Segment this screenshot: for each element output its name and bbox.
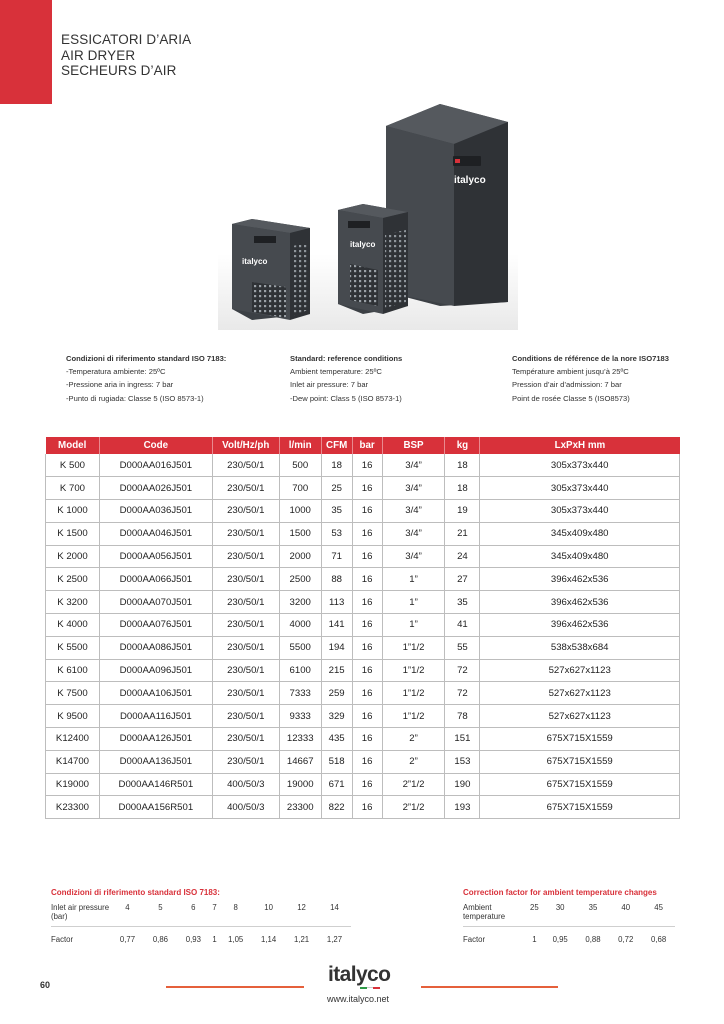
- factor-value: 0,88: [577, 926, 610, 946]
- table-cell: 3/4”: [382, 522, 445, 545]
- table-cell: 16: [352, 682, 382, 705]
- temperature-row: [463, 902, 675, 926]
- table-cell: 500: [279, 454, 321, 477]
- table-row: [46, 568, 680, 591]
- table-header-row: [46, 437, 680, 454]
- table-cell: K 7500: [46, 682, 100, 705]
- table-cell: 345x409x480: [480, 522, 680, 545]
- pressure-label: Inlet air pressure (bar): [51, 903, 110, 921]
- pressure-factor-table: [51, 902, 351, 946]
- factor-value: 1,21: [285, 926, 318, 946]
- table-cell: 35: [445, 591, 480, 614]
- column-header: LxPxH mm: [480, 437, 680, 454]
- table-cell: 1”: [382, 568, 445, 591]
- specs-table: [45, 437, 680, 819]
- table-cell: D000AA026J501: [99, 477, 212, 500]
- factor-value: 0,95: [544, 926, 577, 946]
- table-cell: 230/50/1: [212, 477, 279, 500]
- table-cell: 141: [321, 614, 352, 637]
- table-cell: 1”1/2: [382, 682, 445, 705]
- table-cell: 700: [279, 477, 321, 500]
- table-cell: K 4000: [46, 614, 100, 637]
- factor-value: 0,72: [609, 926, 642, 946]
- factor-label: Factor: [463, 926, 525, 946]
- table-cell: 153: [445, 750, 480, 773]
- page-title: [61, 32, 191, 79]
- column-header: Code: [99, 437, 212, 454]
- conditions-heading: Standard: reference conditions: [290, 354, 403, 363]
- pressure-value: 4: [125, 903, 130, 912]
- table-cell: 2”: [382, 728, 445, 751]
- table-cell: 12333: [279, 728, 321, 751]
- table-cell: 396x462x536: [480, 591, 680, 614]
- conditions-line: Inlet air pressure: 7 bar: [290, 380, 369, 390]
- table-cell: 230/50/1: [212, 705, 279, 728]
- logo-flag-stripe: [360, 987, 380, 989]
- table-cell: 3/4”: [382, 500, 445, 523]
- italyco-logo: [328, 964, 398, 992]
- table-cell: 345x409x480: [480, 545, 680, 568]
- table-row: [46, 545, 680, 568]
- factor-value: 1,27: [318, 926, 351, 946]
- column-header: l/min: [279, 437, 321, 454]
- table-cell: 329: [321, 705, 352, 728]
- table-cell: D000AA096J501: [99, 659, 212, 682]
- table-cell: 16: [352, 796, 382, 819]
- table-cell: K19000: [46, 773, 100, 796]
- temperature-value: 45: [654, 903, 663, 912]
- table-cell: D000AA136J501: [99, 750, 212, 773]
- conditions-line: -Dew point: Class 5 (ISO 8573-1): [290, 393, 402, 403]
- pressure-value: 14: [330, 903, 339, 912]
- table-cell: 1500: [279, 522, 321, 545]
- table-cell: 16: [352, 705, 382, 728]
- column-header: BSP: [382, 437, 445, 454]
- table-cell: 1”1/2: [382, 636, 445, 659]
- factor-label: Factor: [51, 926, 111, 946]
- temperature-label: Ambient temperature: [463, 903, 506, 921]
- table-cell: 18: [445, 477, 480, 500]
- table-cell: K 2000: [46, 545, 100, 568]
- logo-wordmark: italyco: [328, 963, 391, 986]
- table-cell: 16: [352, 750, 382, 773]
- table-cell: K23300: [46, 796, 100, 819]
- column-header: Volt/Hz/ph: [212, 437, 279, 454]
- table-cell: K 2500: [46, 568, 100, 591]
- table-cell: 400/50/3: [212, 773, 279, 796]
- table-cell: 1”: [382, 614, 445, 637]
- table-cell: D000AA046J501: [99, 522, 212, 545]
- table-row: [46, 773, 680, 796]
- table-cell: 53: [321, 522, 352, 545]
- table-cell: 14667: [279, 750, 321, 773]
- title-line-french: SECHEURS D’AIR: [61, 63, 177, 78]
- table-cell: 16: [352, 500, 382, 523]
- table-cell: 72: [445, 659, 480, 682]
- table-cell: 230/50/1: [212, 636, 279, 659]
- conditions-heading: Conditions de référence de la nore ISO7183: [512, 354, 669, 363]
- small-dryer-cabinet: [232, 219, 310, 320]
- table-cell: 19000: [279, 773, 321, 796]
- table-cell: 4000: [279, 614, 321, 637]
- table-cell: D000AA156R501: [99, 796, 212, 819]
- table-cell: 671: [321, 773, 352, 796]
- table-cell: 151: [445, 728, 480, 751]
- table-cell: 215: [321, 659, 352, 682]
- table-cell: 305x373x440: [480, 477, 680, 500]
- table-cell: 3/4”: [382, 477, 445, 500]
- table-cell: 396x462x536: [480, 614, 680, 637]
- table-cell: 305x373x440: [480, 454, 680, 477]
- table-cell: K 6100: [46, 659, 100, 682]
- footer-line-right: [421, 986, 558, 988]
- table-cell: 2”: [382, 750, 445, 773]
- table-cell: 18: [445, 454, 480, 477]
- table-cell: 23300: [279, 796, 321, 819]
- table-cell: 1”: [382, 591, 445, 614]
- factor-value: 0,77: [111, 926, 144, 946]
- table-cell: 230/50/1: [212, 500, 279, 523]
- pressure-factor-row: [51, 926, 351, 946]
- temperature-value: 40: [621, 903, 631, 912]
- temperature-factor-table: [463, 902, 675, 946]
- table-cell: 518: [321, 750, 352, 773]
- table-cell: D000AA116J501: [99, 705, 212, 728]
- table-cell: D000AA076J501: [99, 614, 212, 637]
- svg-text:italyco: italyco: [242, 257, 268, 266]
- factor-value: 1,14: [252, 926, 285, 946]
- table-cell: 16: [352, 773, 382, 796]
- table-row: [46, 454, 680, 477]
- table-cell: 822: [321, 796, 352, 819]
- temperature-value: 35: [588, 903, 598, 912]
- conditions-line: Température ambient jusqu’à 25ºC: [512, 367, 629, 377]
- table-cell: 2”1/2: [382, 796, 445, 819]
- table-row: [46, 750, 680, 773]
- table-cell: 675X715X1559: [480, 728, 680, 751]
- table-row: [46, 728, 680, 751]
- table-cell: 230/50/1: [212, 568, 279, 591]
- conditions-line: -Punto di rugiada: Classe 5 (ISO 8573-1): [66, 393, 204, 403]
- table-cell: 1000: [279, 500, 321, 523]
- table-cell: K 1500: [46, 522, 100, 545]
- conditions-line: Ambient temperature: 25ºC: [290, 367, 382, 377]
- table-cell: K 9500: [46, 705, 100, 728]
- factor-value: 1: [525, 926, 544, 946]
- table-cell: 305x373x440: [480, 500, 680, 523]
- table-cell: 435: [321, 728, 352, 751]
- factor-value: 0,86: [144, 926, 177, 946]
- medium-dryer-cabinet: [338, 204, 408, 314]
- table-cell: K 3200: [46, 591, 100, 614]
- table-cell: 2”1/2: [382, 773, 445, 796]
- table-row: [46, 477, 680, 500]
- table-cell: 3200: [279, 591, 321, 614]
- table-cell: 16: [352, 568, 382, 591]
- pressure-value: 8: [233, 903, 238, 912]
- conditions-line: -Temperatura ambiente: 25ºC: [66, 367, 166, 377]
- conditions-line: Pression d’air d’admission: 7 bar: [512, 380, 622, 390]
- footer-line-left: [166, 986, 304, 988]
- table-cell: 16: [352, 659, 382, 682]
- table-cell: 527x627x1123: [480, 659, 680, 682]
- table-cell: D000AA056J501: [99, 545, 212, 568]
- table-cell: 16: [352, 614, 382, 637]
- table-cell: 230/50/1: [212, 545, 279, 568]
- table-cell: 527x627x1123: [480, 682, 680, 705]
- column-header: kg: [445, 437, 480, 454]
- factor-value: 0,93: [177, 926, 210, 946]
- table-row: [46, 591, 680, 614]
- table-cell: 16: [352, 522, 382, 545]
- table-cell: 230/50/1: [212, 750, 279, 773]
- table-row: [46, 796, 680, 819]
- table-cell: 41: [445, 614, 480, 637]
- pressure-value: 10: [264, 903, 273, 912]
- table-cell: 230/50/1: [212, 682, 279, 705]
- title-line-italian: ESSICATORI D’ARIA: [61, 32, 192, 47]
- table-row: [46, 705, 680, 728]
- table-cell: 230/50/1: [212, 728, 279, 751]
- table-cell: K 5500: [46, 636, 100, 659]
- table-cell: 675X715X1559: [480, 773, 680, 796]
- table-cell: 1”1/2: [382, 705, 445, 728]
- table-cell: 16: [352, 591, 382, 614]
- pressure-row: [51, 902, 351, 926]
- pressure-factor-title: Condizioni di riferimento standard ISO 7183:: [51, 888, 220, 897]
- table-cell: 396x462x536: [480, 568, 680, 591]
- table-cell: 18: [321, 454, 352, 477]
- table-cell: D000AA106J501: [99, 682, 212, 705]
- table-cell: 6100: [279, 659, 321, 682]
- table-cell: 25: [321, 477, 352, 500]
- table-cell: 16: [352, 545, 382, 568]
- table-cell: 19: [445, 500, 480, 523]
- page-number: 60: [40, 980, 51, 990]
- table-cell: 400/50/3: [212, 796, 279, 819]
- table-cell: 16: [352, 477, 382, 500]
- table-cell: D000AA126J501: [99, 728, 212, 751]
- table-cell: K14700: [46, 750, 100, 773]
- table-row: [46, 500, 680, 523]
- title-line-english: AIR DRYER: [61, 47, 136, 63]
- temperature-value: 30: [555, 903, 565, 912]
- table-cell: D000AA070J501: [99, 591, 212, 614]
- table-cell: 21: [445, 522, 480, 545]
- table-cell: 193: [445, 796, 480, 819]
- table-cell: 2000: [279, 545, 321, 568]
- table-row: [46, 659, 680, 682]
- factor-value: 1: [210, 926, 219, 946]
- pressure-value: 6: [191, 903, 196, 912]
- product-photo-air-dryers: [218, 104, 518, 330]
- table-cell: 16: [352, 454, 382, 477]
- table-cell: D000AA066J501: [99, 568, 212, 591]
- table-cell: 24: [445, 545, 480, 568]
- table-cell: 9333: [279, 705, 321, 728]
- table-cell: 1”1/2: [382, 659, 445, 682]
- temperature-value: 25: [530, 903, 539, 912]
- temperature-factor-row: [463, 926, 675, 946]
- table-cell: 72: [445, 682, 480, 705]
- website-link[interactable]: www.italyco.net: [327, 994, 390, 1004]
- factor-value: 0,68: [642, 926, 675, 946]
- pressure-value: 12: [297, 903, 306, 912]
- table-row: [46, 636, 680, 659]
- table-cell: K 500: [46, 454, 100, 477]
- table-cell: 527x627x1123: [480, 705, 680, 728]
- table-cell: 35: [321, 500, 352, 523]
- table-cell: 7333: [279, 682, 321, 705]
- svg-text:italyco: italyco: [350, 240, 376, 249]
- table-cell: 88: [321, 568, 352, 591]
- conditions-line: -Pressione aria in ingress: 7 bar: [66, 380, 174, 390]
- table-cell: 27: [445, 568, 480, 591]
- table-cell: 675X715X1559: [480, 750, 680, 773]
- table-cell: 230/50/1: [212, 614, 279, 637]
- conditions-heading: Condizioni di riferimento standard ISO 7183:: [66, 354, 227, 363]
- table-cell: 190: [445, 773, 480, 796]
- conditions-line: Point de rosée Classe 5 (ISO8573): [512, 393, 630, 403]
- pressure-value: 7: [212, 903, 217, 912]
- table-row: [46, 682, 680, 705]
- table-cell: D000AA086J501: [99, 636, 212, 659]
- table-cell: 55: [445, 636, 480, 659]
- table-cell: 230/50/1: [212, 659, 279, 682]
- table-cell: 675X715X1559: [480, 796, 680, 819]
- temperature-factor-title: Correction factor for ambient temperature changes: [463, 888, 657, 897]
- column-header: Model: [46, 437, 100, 454]
- table-cell: 230/50/1: [212, 454, 279, 477]
- table-cell: K 700: [46, 477, 100, 500]
- column-header: bar: [352, 437, 382, 454]
- conditions-english: [290, 352, 490, 405]
- conditions-italian: [66, 352, 266, 405]
- table-cell: 16: [352, 728, 382, 751]
- table-row: [46, 614, 680, 637]
- table-cell: 16: [352, 636, 382, 659]
- table-cell: 78: [445, 705, 480, 728]
- column-header: CFM: [321, 437, 352, 454]
- conditions-french: [512, 352, 712, 405]
- pressure-value: 5: [158, 903, 163, 912]
- table-row: [46, 522, 680, 545]
- table-cell: D000AA146R501: [99, 773, 212, 796]
- svg-text:italyco: italyco: [454, 175, 486, 186]
- table-cell: 2500: [279, 568, 321, 591]
- table-cell: D000AA036J501: [99, 500, 212, 523]
- table-cell: 230/50/1: [212, 591, 279, 614]
- red-corner-tab: [0, 0, 52, 104]
- table-cell: 230/50/1: [212, 522, 279, 545]
- table-cell: K12400: [46, 728, 100, 751]
- table-cell: 5500: [279, 636, 321, 659]
- factor-value: 1,05: [219, 926, 252, 946]
- table-cell: K 1000: [46, 500, 100, 523]
- table-cell: 3/4”: [382, 454, 445, 477]
- table-cell: 113: [321, 591, 352, 614]
- table-cell: 538x538x684: [480, 636, 680, 659]
- table-cell: 71: [321, 545, 352, 568]
- table-cell: 259: [321, 682, 352, 705]
- table-cell: 3/4”: [382, 545, 445, 568]
- table-cell: D000AA016J501: [99, 454, 212, 477]
- table-cell: 194: [321, 636, 352, 659]
